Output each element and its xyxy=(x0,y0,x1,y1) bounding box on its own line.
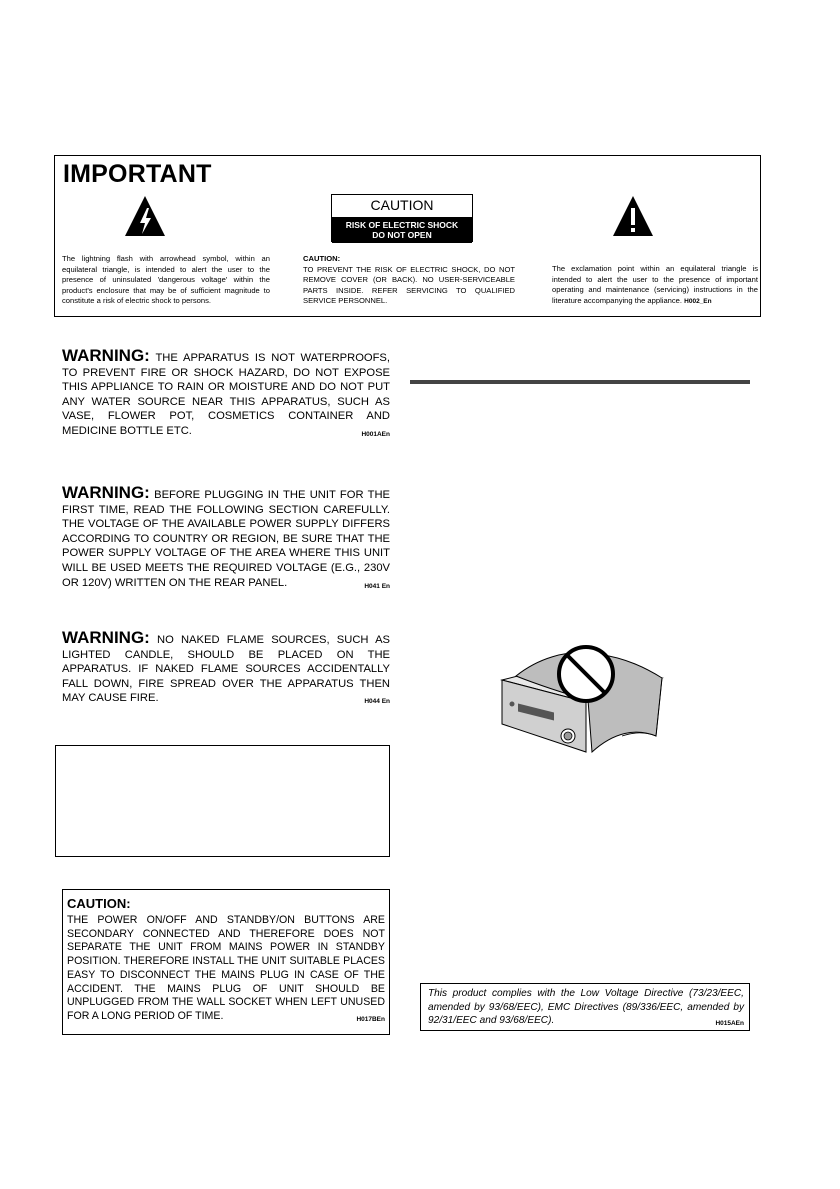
important-title: IMPORTANT xyxy=(63,160,212,188)
caution-label-line-2: DO NOT OPEN xyxy=(372,230,432,240)
caution-heading: CAUTION: xyxy=(303,254,341,263)
warning-lead: WARNING: xyxy=(62,346,150,365)
warning-code: H001AEn xyxy=(361,430,390,438)
warning-code: H041 En xyxy=(364,582,390,590)
important-box xyxy=(54,155,761,317)
warning-text: THE APPARATUS IS NOT WATERPROOFS, TO PREVENT FIRE OR SHOCK HAZARD, DO NOT EXPOSE THIS APPLIANCE TO RAIN OR MOISTURE AND DO NOT PUT ANY WATER SOURCE NEAR THIS APPARATUS, SUCH AS VASE, FLOWER POT, COSMETICS CONTAINER AND MEDICINE BOTTLE ETC. xyxy=(62,352,390,437)
warning-text: NO NAKED FLAME SOURCES, SUCH AS LIGHTED CANDLE, SHOULD BE PLACED ON THE APPARATUS. IF NAKED FLAME SOURCES ACCIDENTALLY FALL DOWN, FIRE SPREAD OVER THE APPARATUS THEN MAY CAUSE FIRE. xyxy=(62,634,390,705)
caution-standby-box xyxy=(62,889,390,1035)
warning-code: H044 En xyxy=(364,698,390,706)
warning-lead: WARNING: xyxy=(62,483,150,502)
caution-label-line-1: RISK OF ELECTRIC SHOCK xyxy=(345,220,459,230)
exclamation-symbol-description xyxy=(552,264,758,307)
compliance-text: This product complies with the Low Voltage Directive (73/23/EEC, amended by 93/68/EEC), EMC Directives (89/336/EEC, amended by 92/31/EEC and 93/68/EEC). xyxy=(428,988,744,1027)
caution-box-title: CAUTION: xyxy=(67,896,131,911)
compliance-code: H015AEn xyxy=(715,1020,744,1028)
warning-voltage xyxy=(62,483,390,594)
exclamation-body: The exclamation point within an equilateral triangle is intended to alert the user to the presence of important operating and maintenance (servicing) instructions in the literature accompanying the appliance. xyxy=(552,264,758,305)
warning-waterproof xyxy=(62,346,390,443)
caution-label-warning xyxy=(332,217,472,243)
do-not-cover-illustration xyxy=(496,640,666,760)
caution-body: TO PREVENT THE RISK OF ELECTRIC SHOCK, DO NOT REMOVE COVER (OR BACK). NO USER-SERVICEABLE PARTS INSIDE. REFER SERVICING TO QUALIFIED SERVICE PERSONNEL. xyxy=(303,264,515,305)
compliance-box xyxy=(420,983,750,1031)
compliance-text-block xyxy=(428,987,744,1031)
caution-label xyxy=(331,194,473,242)
caution-box-text: THE POWER ON/OFF AND STANDBY/ON BUTTONS ARE SECONDARY CONNECTED AND THEREFORE DOES NOT SEPARATE THE UNIT FROM MAINS POWER IN STANDBY POSITION. THEREFORE INSTALL THE UNIT SUITABLE PLACES EASY TO DISCONNECT THE MAINS PLUG IN CASE OF THE ACCIDENT. THE MAINS PLUG OF UNIT SHOULD BE UNPLUGGED FROM THE WALL SOCKET WHEN LEFT UNUSED FOR A LONG PERIOD OF TIME. xyxy=(67,914,385,1022)
warning-text: BEFORE PLUGGING IN THE UNIT FOR THE FIRST TIME, READ THE FOLLOWING SECTION CAREFULLY. THE VOLTAGE OF THE AVAILABLE POWER SUPPLY DIFFERS ACCORDING TO COUNTRY OR REGION, BE SURE THAT THE POWER SUPPLY VOLTAGE OF THE AREA WHERE THIS UNIT WILL BE USED MEETS THE REQUIRED VOLTAGE (E.G., 230V OR 120V) WRITTEN ON THE REAR PANEL. xyxy=(62,489,390,589)
caution-box-body xyxy=(67,914,385,1027)
lightning-symbol-description: The lightning flash with arrowhead symbol, within an equilateral triangle, is intended to alert the user to the presence of uninsulated 'dangerous voltage' within the product's enclosure that may be of sufficient magnitude to constitute a risk of electric shock to persons. xyxy=(62,254,270,305)
section-divider xyxy=(410,380,750,384)
blank-notice-box xyxy=(55,745,390,857)
warning-lead: WARNING: xyxy=(62,628,150,647)
caution-box-code: H017BEn xyxy=(356,1015,385,1023)
important-code: H002_En xyxy=(684,297,712,305)
caution-label-title: CAUTION xyxy=(370,197,434,213)
warning-flame xyxy=(62,628,390,710)
exclamation-warning-icon xyxy=(611,194,655,238)
caution-description xyxy=(303,254,515,307)
lightning-warning-icon xyxy=(123,194,167,238)
